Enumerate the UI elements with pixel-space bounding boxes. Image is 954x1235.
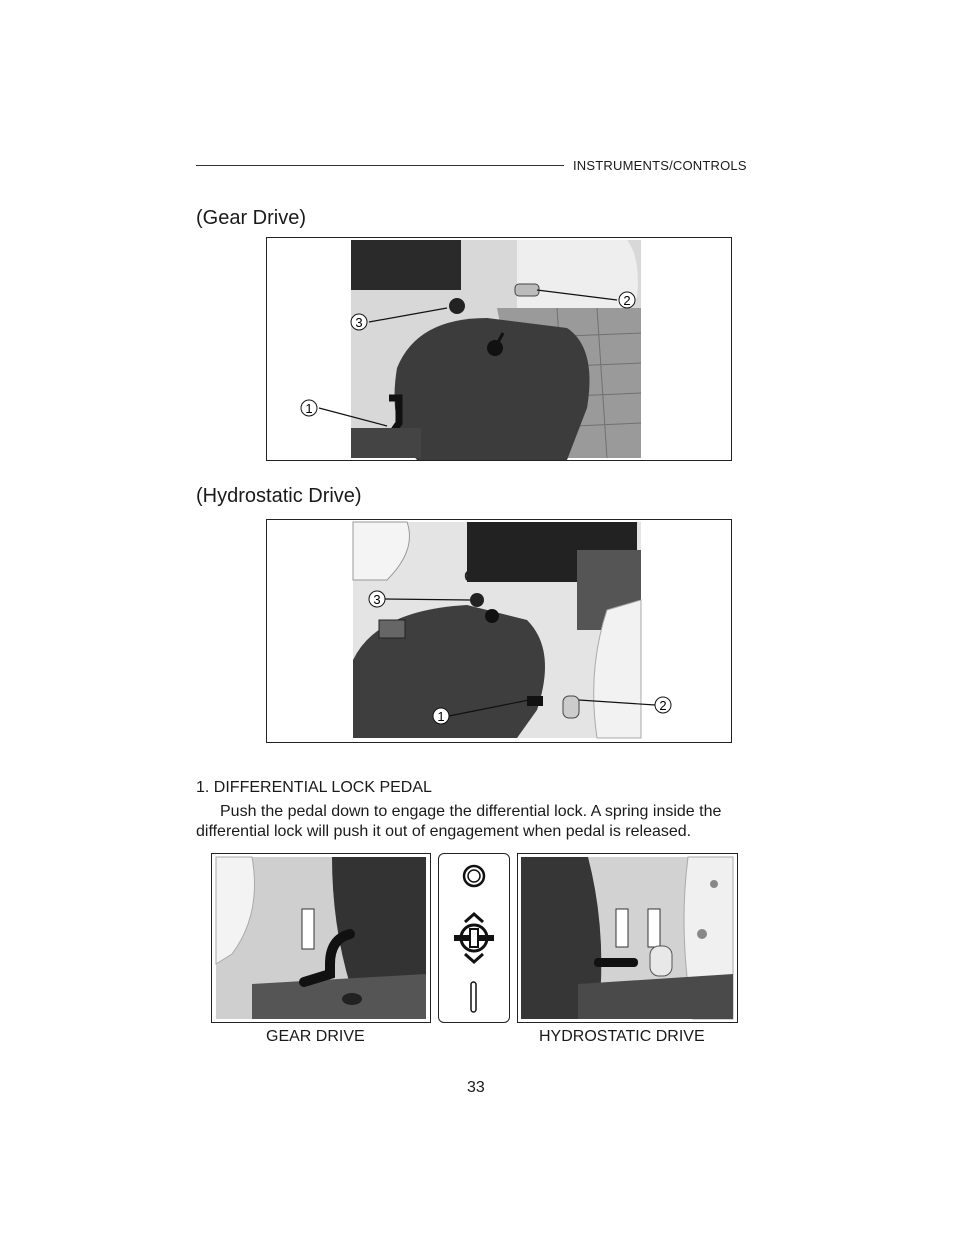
callout-1: 1 [305,401,313,416]
diff-lock-symbol-panel [438,853,510,1023]
gear-drive-heading: (Gear Drive) [196,207,307,229]
callout-3: 3 [355,315,363,330]
caption-hydrostatic-drive: HYDROSTATIC DRIVE [539,1028,705,1045]
hydrostatic-drive-heading: (Hydrostatic Drive) [196,485,362,507]
callout-3: 3 [373,592,381,607]
callout-2: 2 [659,698,667,713]
callout-2: 2 [623,293,631,308]
section-header: INSTRUMENTS/CONTROLS [573,158,747,173]
section-title: 1. DIFFERENTIAL LOCK PEDAL [196,779,432,796]
gear-drive-photo [267,238,731,460]
hydrostatic-drive-figure [266,519,732,743]
header-rule [196,165,564,166]
page-number: 33 [467,1079,485,1096]
gear-drive-pedal-photo [211,853,431,1023]
hydrostatic-drive-photo [267,520,731,742]
diff-lock-icon [439,854,508,1021]
paragraph-line-2: differential lock will push it out of engagement when pedal is released. [196,823,692,840]
callout-1: 1 [437,709,445,724]
hydrostatic-drive-pedal-photo [517,853,738,1023]
gear-drive-figure [266,237,732,461]
caption-gear-drive: GEAR DRIVE [266,1028,365,1045]
paragraph-line-1: Push the pedal down to engage the differential lock. A spring inside the [220,803,722,820]
